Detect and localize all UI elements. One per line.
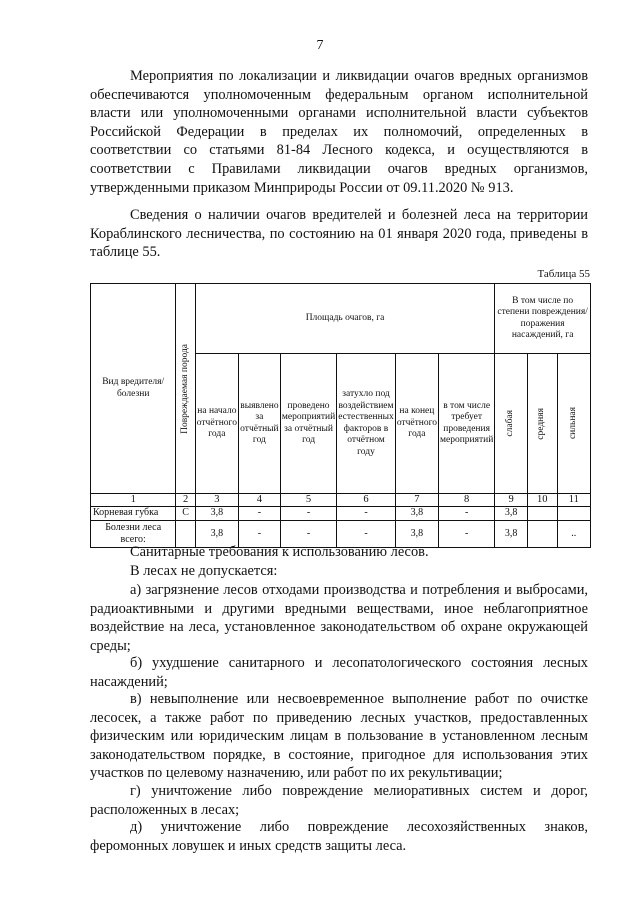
table-cell: -: [337, 520, 396, 547]
table-cell: ..: [557, 520, 590, 547]
column-number: 11: [557, 494, 590, 507]
header-medium: средняя: [536, 407, 547, 440]
table-row: [91, 506, 591, 520]
pest-foci-table: [90, 283, 591, 548]
table-cell: -: [438, 506, 494, 520]
header-area: Площадь очагов, га: [195, 284, 495, 354]
paragraph-item-v: в) невыполнение или несвоевременное выполнение работ по очистке лесосек, а также работ по приведению лесных участков, предоставленных физическим или юридическим лицам в пользование в установленном лесным законодательством порядке, в состояние, пригодное для использования этих участков по целевому назначению, или работ по их рекультивации;: [90, 691, 588, 782]
table-cell: -: [280, 520, 336, 547]
column-number: 3: [195, 494, 238, 507]
table-cell: -: [238, 506, 280, 520]
header-measures: проведено мероприятий за отчётный год: [280, 354, 336, 494]
table-cell: -: [438, 520, 494, 547]
table-cell: 3,8: [395, 506, 438, 520]
column-number: 2: [176, 494, 195, 507]
table-cell: 3,8: [195, 506, 238, 520]
header-strong: сильная: [568, 407, 579, 440]
table-caption: Таблица 55: [537, 268, 590, 280]
column-number: 6: [337, 494, 396, 507]
table-cell: -: [238, 520, 280, 547]
column-number: 10: [527, 494, 557, 507]
header-medium-cell: [527, 354, 557, 494]
header-species-cell: [176, 284, 195, 494]
table-cell: [527, 506, 557, 520]
paragraph-item-a: а) загрязнение лесов отходами производства и потребления и выбросами, радиоактивными и другими вредными веществами, иное неблагоприятное воздействие на леса, установленное законодательством об охране окружающей среды;: [90, 582, 588, 654]
column-number-row: [91, 494, 591, 507]
table-cell: Корневая губка: [91, 506, 176, 520]
header-extinct: затухло под воздействием естественных факторов в отчётном году: [337, 354, 396, 494]
header-start: на начало отчётного года: [195, 354, 238, 494]
table-cell: 3,8: [395, 520, 438, 547]
column-number: 5: [280, 494, 336, 507]
header-end: на конец отчётного года: [395, 354, 438, 494]
paragraph-pest-measures: Мероприятия по локализации и ликвидации очагов вредных организмов обеспечиваются уполномоченным федеральным органом исполнительной власти или уполномоченными органами исполнительной власти субъектов Российской Федерации в пределах их полномочий, определенных в соответствии со статьями 81-84 Лесного кодекса, и осуществляются в соответствии с Правилами ликвидации очагов вредных организмов, утвержденными приказом Минприроды России от 09.11.2020 № 913.: [90, 68, 588, 196]
table-cell: С: [176, 506, 195, 520]
header-species: Повреждаемая порода: [179, 343, 190, 434]
column-number: 9: [495, 494, 528, 507]
header-strong-cell: [557, 354, 590, 494]
column-number: 4: [238, 494, 280, 507]
paragraph-not-allowed: В лесах не допускается:: [130, 563, 278, 579]
table-cell: [557, 506, 590, 520]
header-damage: В том числе по степени повреждения/поражения насаждений, га: [495, 284, 591, 354]
table-cell: 3,8: [495, 520, 528, 547]
table-cell: Болезни леса всего:: [91, 520, 176, 547]
column-number: 8: [438, 494, 494, 507]
header-weak-cell: [495, 354, 528, 494]
paragraph-sanitary-title: Санитарные требования к использованию лесов.: [130, 544, 429, 560]
column-number: 7: [395, 494, 438, 507]
table-cell: 3,8: [495, 506, 528, 520]
paragraph-item-d: д) уничтожение либо повреждение лесохозяйственных знаков, феромонных ловушек и иных средств защиты леса.: [90, 819, 588, 854]
paragraph-item-b: б) ухудшение санитарного и лесопатологического состояния лесных насаждений;: [90, 655, 588, 690]
table-cell: -: [337, 506, 396, 520]
header-required: в том числе требует проведения мероприятий: [438, 354, 494, 494]
header-weak: слабая: [505, 410, 516, 437]
page-number: 7: [316, 38, 324, 53]
header-pest: Вид вредителя/болезни: [91, 284, 176, 494]
header-found: выявлено за отчётный год: [238, 354, 280, 494]
table-cell: 3,8: [195, 520, 238, 547]
column-number: 1: [91, 494, 176, 507]
paragraph-item-g: г) уничтожение либо повреждение мелиоративных систем и дорог, расположенных в лесах;: [90, 783, 588, 818]
table-cell: -: [280, 506, 336, 520]
paragraph-table-intro: Сведения о наличии очагов вредителей и болезней леса на территории Кораблинского лесничества, по состоянию на 01 января 2020 года, приведены в таблице 55.: [90, 207, 588, 261]
